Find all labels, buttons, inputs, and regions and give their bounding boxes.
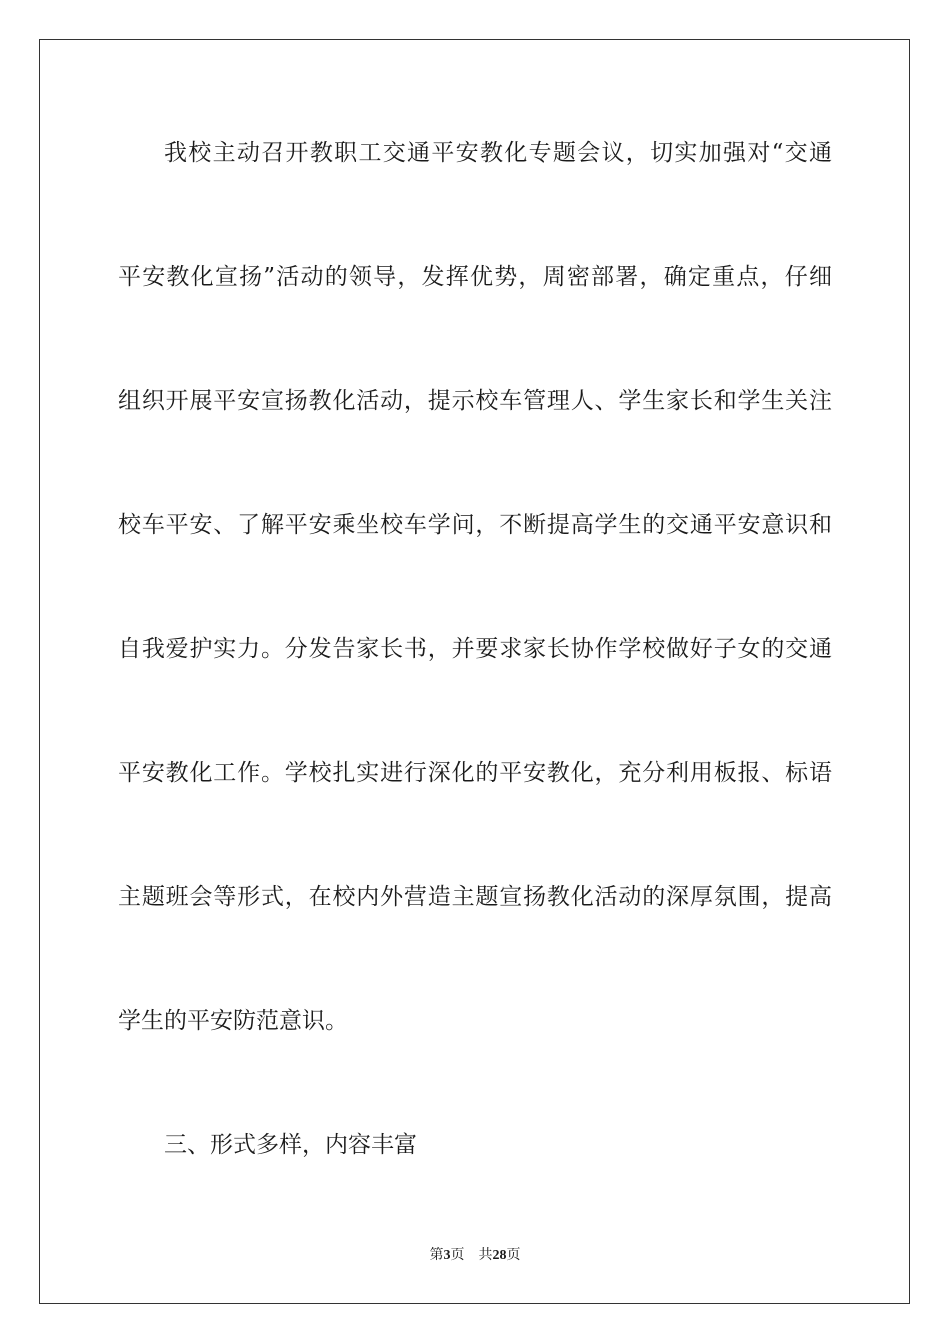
page-footer [0, 1246, 950, 1265]
page-border [39, 39, 910, 1304]
paragraph-line-1: 我校主动召开教职工交通平安教化专题会议，切实加强对“交通 [164, 140, 832, 166]
page-suffix: 页 [450, 1247, 465, 1263]
paragraph-line-5: 自我爱护实力。分发告家长书，并要求家长协作学校做好子女的交通 [118, 636, 832, 662]
paragraph-line-8: 学生的平安防范意识。 [118, 1008, 348, 1034]
section-heading: 三、形式多样，内容丰富 [164, 1132, 417, 1158]
total-suffix: 页 [506, 1247, 521, 1263]
paragraph-line-6: 平安教化工作。学校扎实进行深化的平安教化，充分利用板报、标语 [118, 760, 832, 786]
paragraph-line-7: 主题班会等形式，在校内外营造主题宣扬教化活动的深厚氛围，提高 [118, 884, 832, 910]
page-number: 3 [443, 1248, 451, 1263]
total-pages: 28 [492, 1248, 507, 1263]
paragraph-line-4: 校车平安、了解平安乘坐校车学问，不断提高学生的交通平安意识和 [118, 512, 832, 538]
total-prefix: 共 [478, 1247, 493, 1263]
paragraph-line-2: 平安教化宣扬”活动的领导，发挥优势，周密部署，确定重点，仔细 [118, 264, 832, 290]
paragraph-line-3: 组织开展平安宣扬教化活动，提示校车管理人、学生家长和学生关注 [118, 388, 832, 414]
page-prefix: 第 [429, 1247, 444, 1263]
